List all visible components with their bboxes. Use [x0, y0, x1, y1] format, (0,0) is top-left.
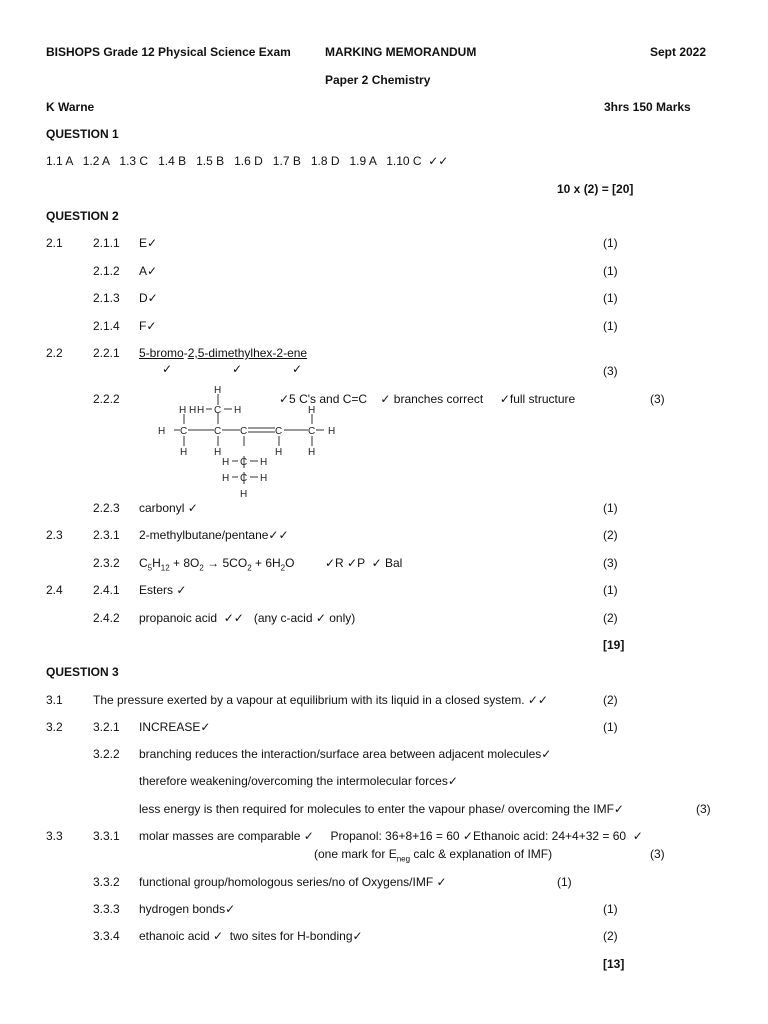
note-part: (one mark for E [314, 847, 397, 861]
answer-2-1-3: D✓ [139, 291, 158, 305]
marks-2-4-2: (2) [603, 611, 618, 625]
marks-2-1-4: (1) [603, 319, 618, 333]
iupac-hyphen: - [183, 346, 188, 360]
atom-h: H [275, 447, 283, 458]
criteria-2-2-2: ✓5 C's and C=C ✓ branches correct ✓full structure [279, 392, 576, 406]
marks-3-3-3: (1) [603, 902, 618, 916]
answer-2-1-4: F✓ [139, 319, 157, 333]
atom-c: C [214, 426, 222, 437]
atom-h: H [214, 447, 222, 458]
atom-h: H [234, 405, 242, 416]
answer-3-2-2-line-2: therefore weakening/overcoming the intermolecular forces✓ [139, 774, 458, 788]
answer-3-2-2-line-3: less energy is then required for molecules to enter the vapour phase/ overcoming the IMF✓ [139, 802, 624, 816]
q-number-3-2: 3.2 [46, 720, 63, 734]
marks-3-1: (2) [603, 693, 618, 707]
q-number-2-3-2: 2.3.2 [93, 556, 120, 570]
q-number-3-2-1: 3.2.1 [93, 720, 120, 734]
answer-2-2-3: carbonyl ✓ [139, 501, 198, 515]
tick-mark: ✓ [232, 362, 243, 376]
q-number-2-3: 2.3 [46, 528, 63, 542]
answer-3-3-2: functional group/homologous series/no of Oxygens/IMF ✓ [139, 875, 447, 889]
eq-sub: 12 [160, 563, 170, 573]
answer-3-3-1-note [314, 847, 552, 866]
atom-h: H [158, 426, 166, 437]
note-sub: neg [396, 854, 411, 864]
answer-2-2-1 [139, 346, 307, 360]
answer-3-3-1: molar masses are comparable ✓ Propanol: 36+8+16 = 60 ✓Ethanoic acid: 24+4+32 = 60 ✓ [139, 829, 643, 843]
criteria-2-3-2: ✓R ✓P ✓ Bal [325, 556, 403, 570]
eq-hydrogen: H [152, 556, 161, 570]
eq-sub: 2 [280, 563, 286, 573]
marks-3-3-2: (1) [557, 875, 572, 889]
atom-h: H [308, 405, 316, 416]
atom-h: H [260, 473, 268, 484]
answer-3-3-4: ethanoic acid ✓ two sites for H-bonding✓ [139, 929, 363, 943]
question-3-title: QUESTION 3 [46, 665, 119, 679]
question-1-total: 10 x (2) = [20] [557, 182, 634, 196]
q-number-2-4-1: 2.4.1 [93, 583, 120, 597]
question-3-total: [13] [603, 957, 625, 971]
atom-h: H [189, 405, 197, 416]
answer-2-3-1: 2-methylbutane/pentane✓✓ [139, 528, 289, 542]
answer-3-3-3: hydrogen bonds✓ [139, 902, 236, 916]
atom-h: H [222, 457, 230, 468]
paper-title: Paper 2 Chemistry [325, 73, 431, 87]
answer-3-1: The pressure exerted by a vapour at equilibrium with its liquid in a closed system. ✓✓ [93, 693, 548, 707]
q-number-3-3: 3.3 [46, 829, 63, 843]
q-number-3-1: 3.1 [46, 693, 63, 707]
atom-h: H [328, 426, 336, 437]
q-number-2-2-2: 2.2.2 [93, 392, 120, 406]
marks-2-2-3: (1) [603, 501, 618, 515]
atom-h: H [180, 447, 188, 458]
q-number-2-2-3: 2.2.3 [93, 501, 120, 515]
q-number-3-3-3: 3.3.3 [93, 902, 120, 916]
iupac-part-bromo: 5-bromo [139, 346, 184, 360]
marks-3-3-1: (3) [650, 847, 665, 861]
iupac-part-dimethyl: 2,5-dimethyl [187, 346, 254, 360]
eq-o: O [285, 556, 295, 570]
atom-h: H [179, 405, 187, 416]
atom-c: C [240, 457, 248, 468]
atom-c: C [275, 426, 283, 437]
q-number-3-3-2: 3.3.2 [93, 875, 120, 889]
marks-2-2-1: (3) [603, 364, 618, 378]
exam-date: Sept 2022 [650, 45, 707, 59]
eq-sub: 5 [147, 563, 153, 573]
memo-title: MARKING MEMORANDUM [325, 45, 477, 59]
q-number-2-1: 2.1 [46, 236, 63, 250]
marks-2-4-1: (1) [603, 583, 618, 597]
marks-2-1-3: (1) [603, 291, 618, 305]
marks-2-3-1: (2) [603, 528, 618, 542]
answer-2-4-1: Esters ✓ [139, 583, 187, 597]
marks-3-2-1: (1) [603, 720, 618, 734]
question-2-title: QUESTION 2 [46, 209, 119, 223]
q-number-2-2-1: 2.2.1 [93, 346, 120, 360]
marks-2-2-2: (3) [650, 392, 665, 406]
answer-2-1-1: E✓ [139, 236, 158, 250]
structural-formula-diagram [152, 384, 352, 500]
question-1-answers: 1.1 A 1.2 A 1.3 C 1.4 B 1.5 B 1.6 D 1.7 B 1.8 D 1.9 A 1.10 C ✓✓ [46, 154, 449, 168]
atom-h: H [260, 457, 268, 468]
marks-2-3-2: (3) [603, 556, 618, 570]
q-number-3-2-2: 3.2.2 [93, 747, 120, 761]
answer-2-4-2: propanoic acid ✓✓ (any c-acid ✓ only) [139, 611, 356, 625]
eq-water: + 6H [251, 556, 281, 570]
q-number-2-4: 2.4 [46, 583, 63, 597]
eq-sub: 2 [199, 563, 204, 573]
q-number-3-3-4: 3.3.4 [93, 929, 120, 943]
iupac-part-hexene: hex-2-ene [253, 346, 308, 360]
eq-arrow-co2: → 5CO [203, 556, 248, 570]
school-exam-title: BISHOPS Grade 12 Physical Science Exam [46, 45, 291, 59]
q-number-2-4-2: 2.4.2 [93, 611, 120, 625]
marks-3-3-4: (2) [603, 929, 618, 943]
question-2-total: [19] [603, 638, 625, 652]
atom-h: H [222, 473, 230, 484]
eq-sub: 2 [247, 563, 252, 573]
answer-3-2-2-line-1: branching reduces the interaction/surface area between adjacent molecules✓ [139, 747, 552, 761]
atom-h: H [197, 405, 205, 416]
atom-h: H [308, 447, 316, 458]
atom-c: C [240, 426, 248, 437]
atom-h: H [214, 385, 222, 396]
answer-2-1-2: A✓ [139, 264, 158, 278]
answer-3-2-1: INCREASE✓ [139, 720, 211, 734]
author: K Warne [46, 100, 95, 114]
q-number-2-2: 2.2 [46, 346, 63, 360]
time-marks: 3hrs 150 Marks [604, 100, 691, 114]
atom-c: C [240, 473, 248, 484]
combustion-equation [139, 556, 294, 575]
note-part: calc & explanation of IMF) [410, 847, 553, 861]
q-number-2-1-1: 2.1.1 [93, 236, 120, 250]
tick-mark: ✓ [292, 362, 303, 376]
atom-c: C [214, 405, 222, 416]
tick-mark: ✓ [162, 362, 173, 376]
q-number-2-3-1: 2.3.1 [93, 528, 120, 542]
question-1-title: QUESTION 1 [46, 127, 119, 141]
atom-c: C [180, 426, 188, 437]
eq-carbon: C [139, 556, 148, 570]
q-number-2-1-3: 2.1.3 [93, 291, 120, 305]
q-number-3-3-1: 3.3.1 [93, 829, 120, 843]
q-number-2-1-2: 2.1.2 [93, 264, 120, 278]
marks-2-1-2: (1) [603, 264, 618, 278]
atom-c: C [308, 426, 316, 437]
eq-oxygen: + 8O [169, 556, 200, 570]
marks-3-2-2: (3) [696, 802, 711, 816]
marks-2-1-1: (1) [603, 236, 618, 250]
q-number-2-1-4: 2.1.4 [93, 319, 120, 333]
atom-h: H [240, 489, 248, 500]
